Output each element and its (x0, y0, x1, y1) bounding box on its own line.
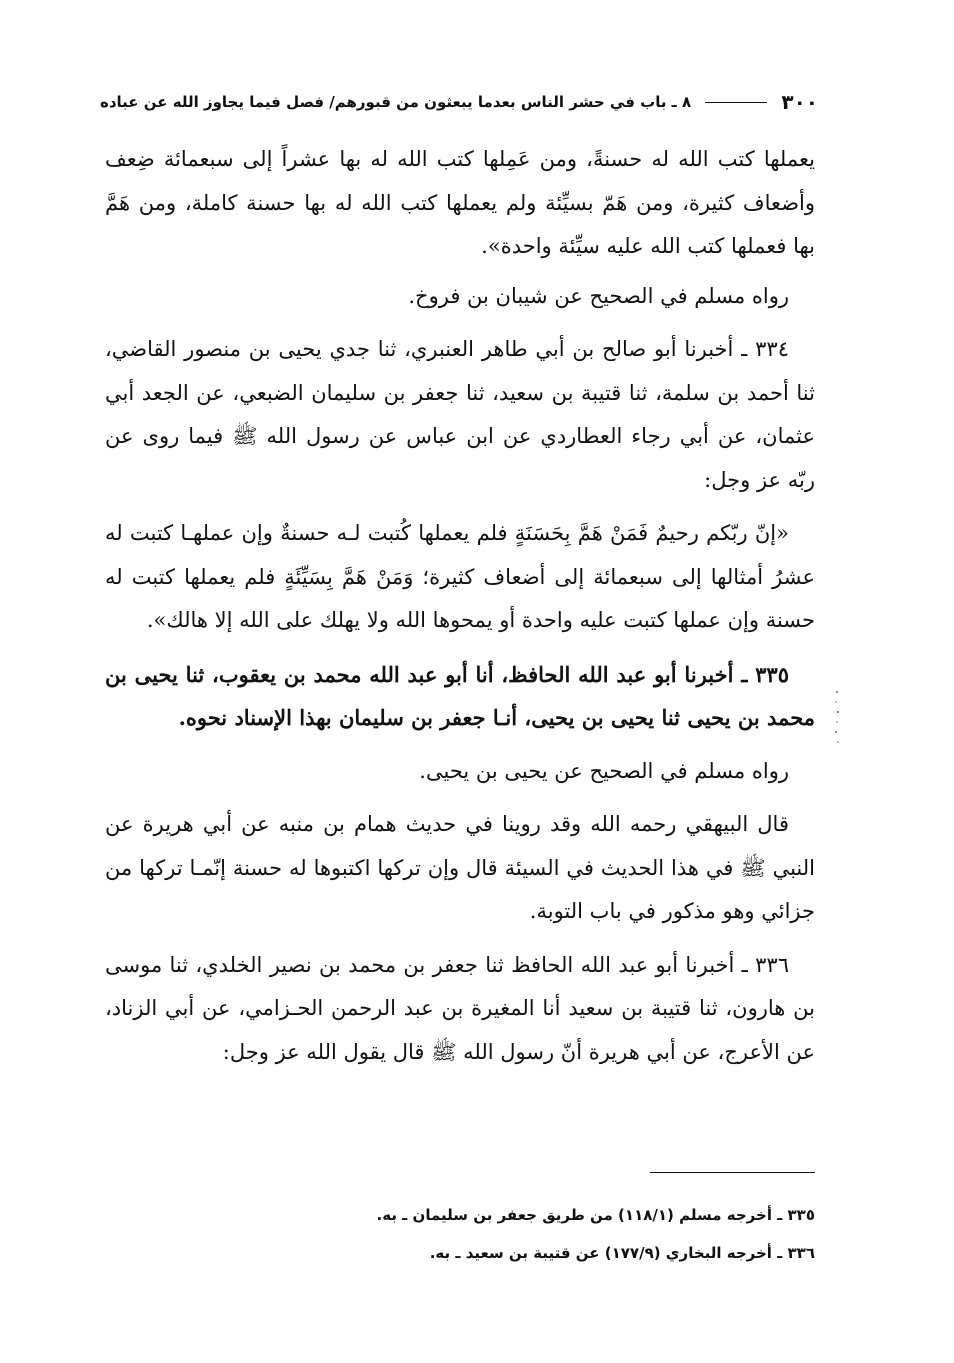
footnotes (300, 1196, 815, 1272)
margin-speckle (834, 688, 840, 746)
paragraph-narration-note-2: رواه مسلم في الصحيح عن يحيى بن يحيى. (419, 758, 789, 783)
page-number: ٣٠٠ (781, 90, 818, 114)
running-title: ٨ ـ باب في حشر الناس بعدما يبعثون من قبورهم/ فصل فيما يجاوز الله عن عباده (100, 93, 692, 111)
paragraph-bayhaqi-comment: قال البيهقي رحمه الله وقد روينا في حديث همام بن منبه عن أبي هريرة عن النبي ﷺ في هذا الحديث في السيئة قال وإن تركها اكتبوها له حسنة إنّمـا تركها من جزائي وهو مذكور في باب التوبة. (105, 812, 815, 923)
header-rule (705, 102, 767, 103)
paragraph-hadith-334-text: «إنّ ربّكم رحيمٌ فَمَنْ هَمَّ بِحَسَنَةٍ فلم يعملها كُتبت لـه حسنةٌ وإن عملهـا كتبت له عشرُ أمثالها إلى سبعمائة إلى أضعاف كثيرة؛ وَمَنْ هَمَّ بِسَيِّئَةٍ فلم يعملها كتبت له حسنة وإن عملها كتبت عليه واحدة أو يمحوها الله ولا يهلك على الله إلا هالك». (105, 521, 815, 632)
paragraph-hadith-336: ٣٣٦ ـ أخبرنا أبو عبد الله الحافظ ثنا جعفر بن محمد بن نصير الخلدي، ثنا موسى بن هارون، ثنا قتيبة بن سعيد أنا المغيرة بن عبد الرحمن الحـزامي، عن أبي الزناد، عن الأعرج، عن أبي هريرة أنّ رسول الله ﷺ قال يقول الله عز وجل: (105, 952, 816, 1064)
paragraph-hadith-continuation: يعملها كتب الله له حسنةً، ومن عَمِلها كتب الله له بها عشراً إلى سبعمائة ضِعف وأضعاف كثيرة، ومن هَمّ بسيِّئة ولم يعملها كتب الله له بها حسنة كاملة، ومن هَمَّ بها فعملها كتب الله عليه سيِّئة واحدة». (105, 147, 815, 258)
footnote-separator (650, 1172, 815, 1173)
footnote-336: ٣٣٦ ـ أخرجه البخاري (١٧٧/٩) عن قتيبة بن سعيد ـ به. (429, 1244, 815, 1262)
paragraph-hadith-334: ٣٣٤ ـ أخبرنا أبو صالح بن أبي طاهر العنبري، ثنا جدي يحيى بن منصور القاضي، ثنا أحمد بن سلمة، ثنا قتيبة بن سعيد، ثنا جعفر بن سليمان الضبعي، عن الجعد أبي عثمان، عن أبي رجاء العطاردي عن ابن عباس عن رسول الله ﷺ فيما روى عن ربّه عز وجل: (105, 337, 815, 492)
main-text (105, 138, 815, 1084)
footnote-335: ٣٣٥ ـ أخرجه مسلم (١١٨/١) من طريق جعفر بن سليمان ـ به. (376, 1206, 815, 1224)
paragraph-hadith-335: ٣٣٥ ـ أخبرنا أبو عبد الله الحافظ، أنا أبو عبد الله محمد بن يعقوب، ثنا يحيى بن محمد بن يحيى ثنا يحيى بن يحيى، أنـا جعفر بن سليمان بهذا الإسناد نحوه. (105, 661, 815, 730)
running-header (100, 88, 818, 116)
paragraph-narration-note: رواه مسلم في الصحيح عن شيبان بن فروخ. (408, 283, 789, 308)
